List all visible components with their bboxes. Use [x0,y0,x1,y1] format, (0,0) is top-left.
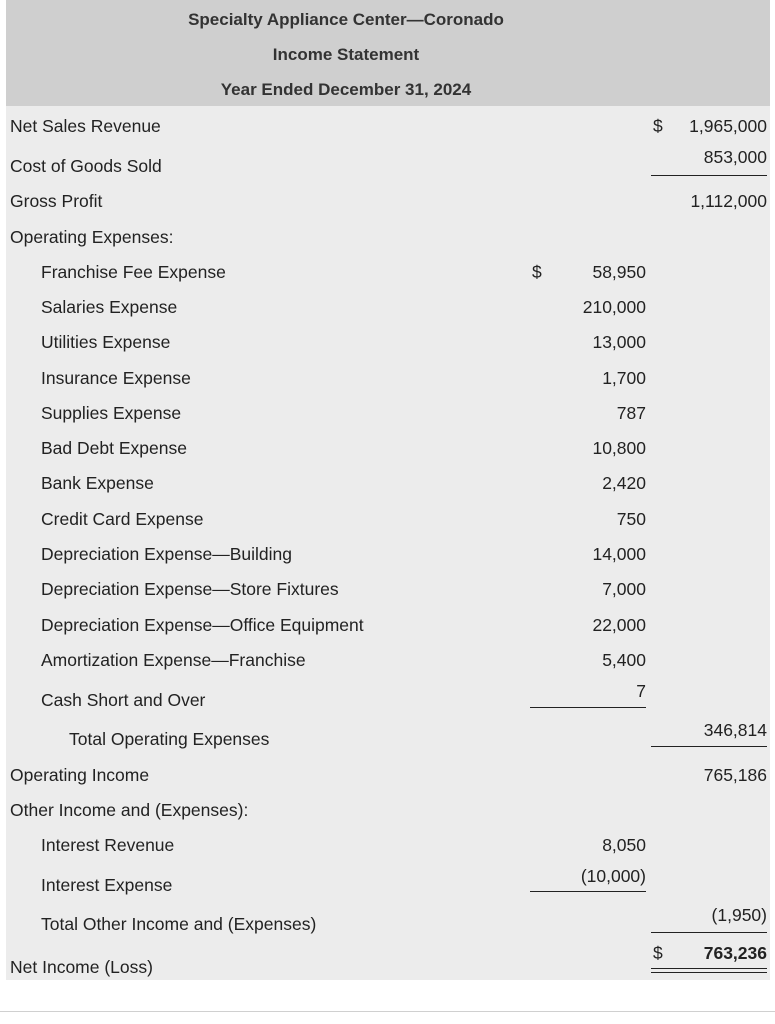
total-operating-underline [651,746,767,747]
total-operating-expenses-value: 346,814 [703,720,767,740]
expense-label: Depreciation Expense—Building [41,544,292,564]
expense-value: 7 [636,681,646,701]
operating-income-label: Operating Income [10,765,150,785]
net-income-double-underline [651,968,767,973]
expense-row [6,403,770,433]
other-item-row [6,835,770,865]
cogs-label: Cost of Goods Sold [10,156,162,176]
expense-label: Depreciation Expense—Store Fixtures [41,579,339,599]
company-name: Specialty Appliance Center—Coronado [188,10,504,29]
expense-row [6,368,770,398]
expense-row [6,650,770,680]
total-other-label: Total Other Income and (Expenses) [41,914,317,934]
other-underline [530,891,646,892]
gross-profit-label: Gross Profit [10,191,103,211]
total-other-underline [651,932,767,933]
total-other-value: (1,950) [711,905,767,925]
other-item-label: Interest Revenue [41,835,175,855]
statement-header [6,0,770,106]
other-heading-row [6,800,770,830]
expense-label: Bad Debt Expense [41,438,187,458]
expense-row [6,473,770,503]
expense-label: Credit Card Expense [41,509,204,529]
expense-value: 1,700 [602,368,646,388]
other-income-heading: Other Income and (Expenses): [10,800,249,820]
gross-profit-value: 1,112,000 [690,191,767,211]
statement-period: Year Ended December 31, 2024 [220,80,472,99]
operating-income-value: 765,186 [703,765,767,785]
expense-label: Depreciation Expense—Office Equipment [41,615,364,635]
expense-value: 750 [616,509,646,529]
gross-profit-row [6,191,770,221]
expense-value: 58,950 [592,262,646,282]
dollar-sign: $ [532,262,542,282]
expense-row [6,579,770,609]
income-statement [6,0,770,980]
other-item-row [6,866,770,896]
dollar-sign: $ [653,943,663,963]
expense-value: 13,000 [592,332,646,352]
expense-row [6,297,770,327]
other-item-value: (10,000) [580,866,646,886]
expense-value: 7,000 [602,579,646,599]
expense-value: 210,000 [582,297,646,317]
expense-value: 22,000 [592,615,646,635]
net-sales-label: Net Sales Revenue [10,116,161,136]
cogs-row [6,147,770,177]
expense-label: Insurance Expense [41,368,191,388]
expense-value: 10,800 [592,438,646,458]
expense-row [6,681,770,711]
cogs-underline [651,175,767,176]
expenses-underline [530,707,646,708]
expense-row [6,438,770,468]
total-other-row [6,905,770,935]
expense-label: Supplies Expense [41,403,182,423]
cogs-value: 853,000 [703,147,767,167]
expense-row [6,615,770,645]
expense-label: Utilities Expense [41,332,171,352]
expense-value: 2,420 [602,473,646,493]
expense-label: Salaries Expense [41,297,178,317]
expense-row [6,544,770,574]
operating-expenses-heading-row [6,227,770,257]
other-item-label: Interest Expense [41,875,173,895]
net-sales-row [6,116,770,146]
expense-label: Franchise Fee Expense [41,262,226,282]
expense-row [6,262,770,292]
net-income-label: Net Income (Loss) [10,957,153,977]
expense-value: 14,000 [592,544,646,564]
operating-income-row [6,765,770,795]
net-sales-value: 1,965,000 [689,116,767,136]
expense-label: Bank Expense [41,473,154,493]
expense-value: 787 [616,403,646,423]
expense-row [6,509,770,539]
statement-title: Income Statement [272,45,420,64]
expense-value: 5,400 [602,650,646,670]
total-operating-expenses-label: Total Operating Expenses [69,729,270,749]
dollar-sign: $ [653,116,663,136]
net-income-value: 763,236 [703,943,767,963]
expense-row [6,332,770,362]
expense-label: Cash Short and Over [41,690,206,710]
other-item-value: 8,050 [602,835,646,855]
divider [0,1011,775,1012]
operating-expenses-heading: Operating Expenses: [10,227,174,247]
expense-label: Amortization Expense—Franchise [41,650,306,670]
